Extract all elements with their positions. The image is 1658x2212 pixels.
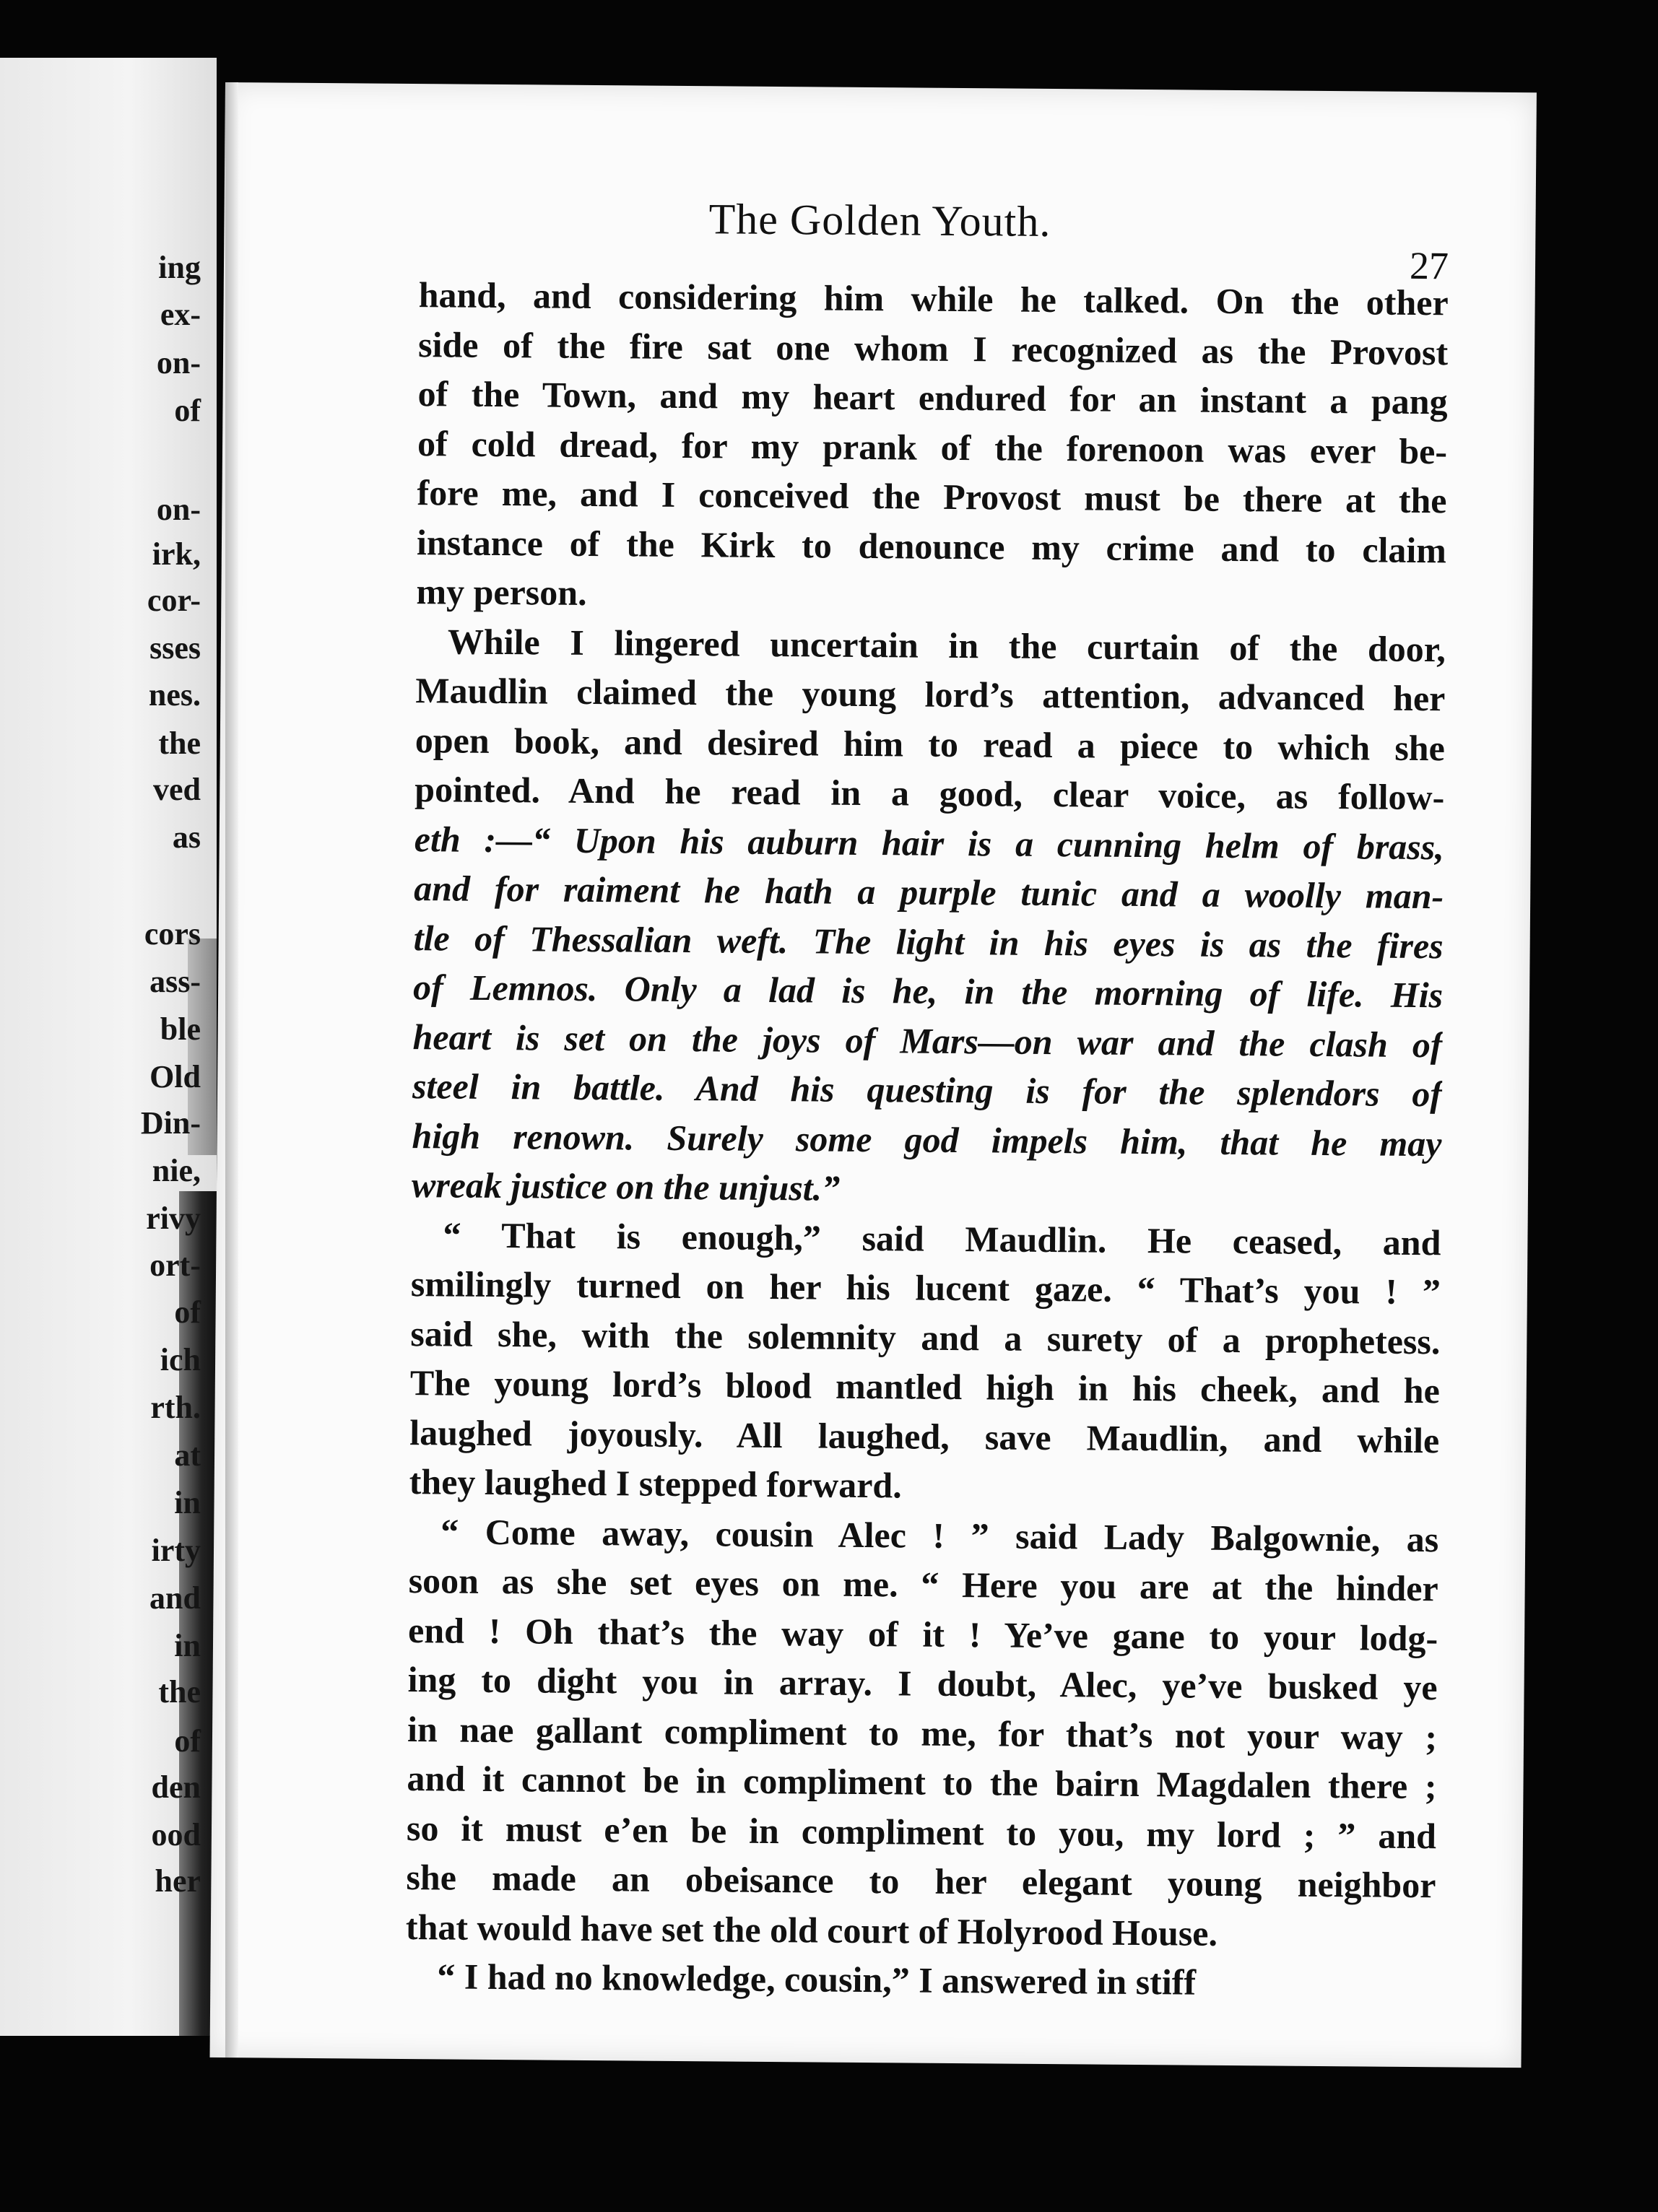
left-page-fragment: Old bbox=[149, 1059, 201, 1094]
left-page-fragment: of bbox=[174, 1723, 201, 1759]
left-page-fragment: her bbox=[155, 1863, 201, 1899]
text-line: side of the fire sat one whom I recognized as the Provost bbox=[417, 323, 1449, 373]
left-page-fragment: sses bbox=[149, 630, 201, 666]
text-line: in nae gallant compliment to me, for that’s not your way ; bbox=[407, 1708, 1438, 1757]
text-line: of the Town, and my heart endured for an instant a pang bbox=[417, 373, 1448, 422]
text-line: so it must e’en be in compliment to you, my lord ; ” and bbox=[406, 1807, 1437, 1856]
text-line: Maudlin claimed the young lord’s attention, advanced her bbox=[415, 670, 1446, 719]
left-page-fragment: on- bbox=[156, 492, 201, 527]
text-line: ing to dight you in array. I doubt, Alec, ye’ve busked ye bbox=[407, 1659, 1438, 1708]
text-line: my person. bbox=[416, 571, 587, 613]
left-page-fragment: ble bbox=[160, 1011, 201, 1047]
text-line: and it cannot be in compliment to the bairn Magdalen there ; bbox=[407, 1758, 1437, 1807]
page-spine bbox=[225, 82, 238, 2058]
left-page-fragment: ich bbox=[160, 1342, 201, 1377]
left-page-fragment: irty bbox=[151, 1533, 201, 1568]
left-page-fragment: ing bbox=[158, 250, 201, 285]
text-line: open book, and desired him to read a piece to which she bbox=[414, 719, 1446, 768]
left-page-fragment: rth. bbox=[150, 1390, 201, 1425]
page-number: 27 bbox=[1409, 243, 1449, 288]
text-line: end ! Oh that’s the way of it ! Ye’ve gane to your lodg- bbox=[407, 1609, 1438, 1658]
text-line: tle of Thessalian weft. The light in his eyes is as the fires bbox=[413, 917, 1444, 966]
left-page-fragment: of bbox=[174, 1294, 201, 1330]
text-line: she made an obeisance to her elegant young neighbor bbox=[406, 1857, 1436, 1906]
left-page-fragment: ex- bbox=[160, 297, 201, 332]
left-page-fragment: irk, bbox=[152, 536, 201, 572]
left-page-fragment: in bbox=[174, 1485, 201, 1520]
left-page-fragment: ort- bbox=[149, 1247, 201, 1283]
text-line: The young lord’s blood mantled high in his cheek, and he bbox=[409, 1362, 1441, 1411]
right-page bbox=[210, 82, 1537, 2068]
text-line: that would have set the old court of Holyrood House. bbox=[405, 1906, 1218, 1954]
left-page-fragment: nie, bbox=[152, 1153, 201, 1188]
left-page-fragment: cor- bbox=[147, 583, 201, 618]
left-page-fragment: at bbox=[174, 1437, 201, 1473]
text-line: “ Come away, cousin Alec ! ” said Lady Balgownie, as bbox=[440, 1510, 1439, 1559]
text-line: While I lingered uncertain in the curtain of the door, bbox=[447, 620, 1446, 669]
left-page-fragment: nes. bbox=[148, 677, 201, 713]
text-line: “ I had no knowledge, cousin,” I answered in stiff bbox=[437, 1956, 1197, 2003]
text-line: eth :—“ Upon his auburn hair is a cunning helm of brass, bbox=[414, 818, 1444, 867]
left-page-fragment: ood bbox=[151, 1817, 201, 1852]
text-line: steel in battle. And his questing is for the splendors of bbox=[412, 1066, 1443, 1115]
text-line: “ That is enough,” said Maudlin. He ceased, and bbox=[443, 1214, 1441, 1263]
text-line: soon as she set eyes on me. “ Here you are at the hinder bbox=[408, 1560, 1438, 1609]
text-line: wreak justice on the unjust.” bbox=[411, 1164, 841, 1209]
left-page-fragment: Din- bbox=[140, 1105, 201, 1141]
text-line: and for raiment he hath a purple tunic and a woolly man- bbox=[414, 868, 1444, 917]
left-page-fragment: as bbox=[172, 819, 201, 855]
running-head: The Golden Youth. bbox=[708, 195, 1051, 245]
left-page-fragment: of bbox=[174, 393, 201, 428]
left-page-fragment: rivy bbox=[146, 1201, 201, 1236]
text-line: fore me, and I conceived the Provost must be there at the bbox=[417, 472, 1447, 521]
left-page-fragment: den bbox=[151, 1769, 201, 1805]
text-line: heart is set on the joys of Mars—on war and the clash of bbox=[412, 1016, 1443, 1065]
left-page-fragment: ass- bbox=[149, 964, 201, 999]
text-line: of Lemnos. Only a lad is he, in the morning of life. His bbox=[412, 967, 1444, 1016]
text-line: of cold dread, for my prank of the forenoon was ever be- bbox=[417, 422, 1448, 471]
text-line: hand, and considering him while he talked. On the other bbox=[418, 274, 1449, 323]
left-page-fragment: and bbox=[149, 1580, 201, 1616]
text-line: high renown. Surely some god impels him, that he may bbox=[412, 1115, 1442, 1164]
left-page-fragment: in bbox=[174, 1628, 201, 1663]
text-line: said she, with the solemnity and a surety of a prophetess. bbox=[410, 1312, 1441, 1362]
text-line: they laughed I stepped forward. bbox=[409, 1461, 902, 1506]
text-line: pointed. And he read in a good, clear voice, as follow- bbox=[414, 769, 1445, 818]
left-page-fragment: ved bbox=[153, 772, 201, 807]
text-line: laughed joyously. All laughed, save Maudlin, and while bbox=[409, 1411, 1440, 1460]
left-page-fragment: the bbox=[158, 726, 201, 761]
left-page-fragment: the bbox=[158, 1674, 201, 1710]
text-line: smilingly turned on her his lucent gaze. “ That’s you ! ” bbox=[410, 1263, 1441, 1312]
text-line: instance of the Kirk to denounce my crime and to claim bbox=[416, 521, 1447, 570]
body-text bbox=[405, 270, 1449, 2009]
left-page-fragment: on- bbox=[156, 345, 201, 380]
left-page-fragment: cors bbox=[144, 916, 201, 952]
